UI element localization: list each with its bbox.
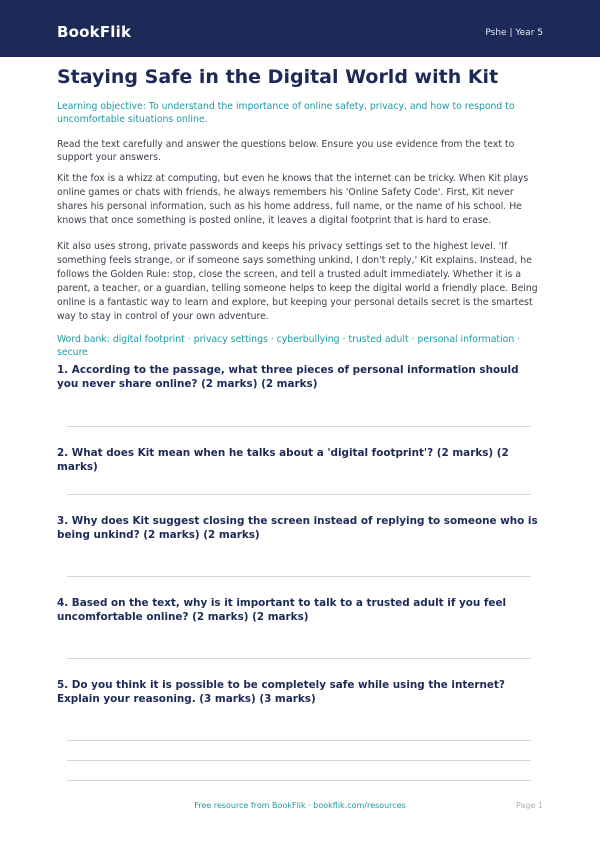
passage-paragraph-2: Kit also uses strong, private passwords and keeps his privacy settings set to the highest level. 'If something feels strange, or if someone says something unkind, I don't reply,' Kit explains. Instead, he follows the Golden Rule: stop, close the screen, and tell a trusted adult immediately. Whether it is a parent, a teacher, or a guardian, telling someone helps to keep the digital world a friendly place. Being online is a fantastic way to learn and explore, but keeping your personal details secret is the smartest way to stay in control of your own adventure. [57,241,538,322]
answer-line[interactable] [67,576,531,577]
question-4: 4. Based on the text, why is it important to talk to a trusted adult if you feel uncomfortable online? (2 marks) (2 marks) [57,597,507,623]
answer-line[interactable] [67,760,531,761]
answer-line[interactable] [67,494,531,495]
footer-note: Free resource from BookFlik · bookflik.com/resources [194,801,406,810]
brand-logo: BookFlik [57,23,132,41]
instructions: Read the text carefully and answer the questions below. Ensure you use evidence from the text to support your answers. [57,139,515,163]
question-5: 5. Do you think it is possible to be completely safe while using the internet? Explain your reasoning. (3 marks) (3 marks) [57,679,505,705]
page-header [0,0,600,57]
question-1: 1. According to the passage, what three pieces of personal information should you never share online? (2 marks) (2 marks) [57,364,519,390]
answer-line[interactable] [67,740,531,741]
subject-year-label: Pshe | Year 5 [485,28,543,38]
worksheet-title: Staying Safe in the Digital World with Kit [57,66,499,88]
question-2: 2. What does Kit mean when he talks about a 'digital footprint'? (2 marks) (2 marks) [57,447,509,473]
answer-line[interactable] [67,658,531,659]
answer-line[interactable] [67,780,531,781]
question-3: 3. Why does Kit suggest closing the screen instead of replying to someone who is being unkind? (2 marks) (2 marks) [57,515,538,541]
page-footer [57,800,543,812]
page-number: Page 1 [516,801,543,810]
passage-paragraph-1: Kit the fox is a whizz at computing, but even he knows that the internet can be tricky. When Kit plays online games or chats with friends, he always remembers his 'Online Safety Code'. First, Kit never shares his personal information, such as his home address, full name, or the name of his school. He knows that once something is posted online, it leaves a digital footprint that is hard to erase. [57,173,529,226]
answer-line[interactable] [67,426,531,427]
word-bank: Word bank: digital footprint · privacy settings · cyberbullying · trusted adult · personal information · secure [57,334,521,358]
learning-objective: Learning objective: To understand the importance of online safety, privacy, and how to respond to uncomfortable situations online. [57,101,515,125]
